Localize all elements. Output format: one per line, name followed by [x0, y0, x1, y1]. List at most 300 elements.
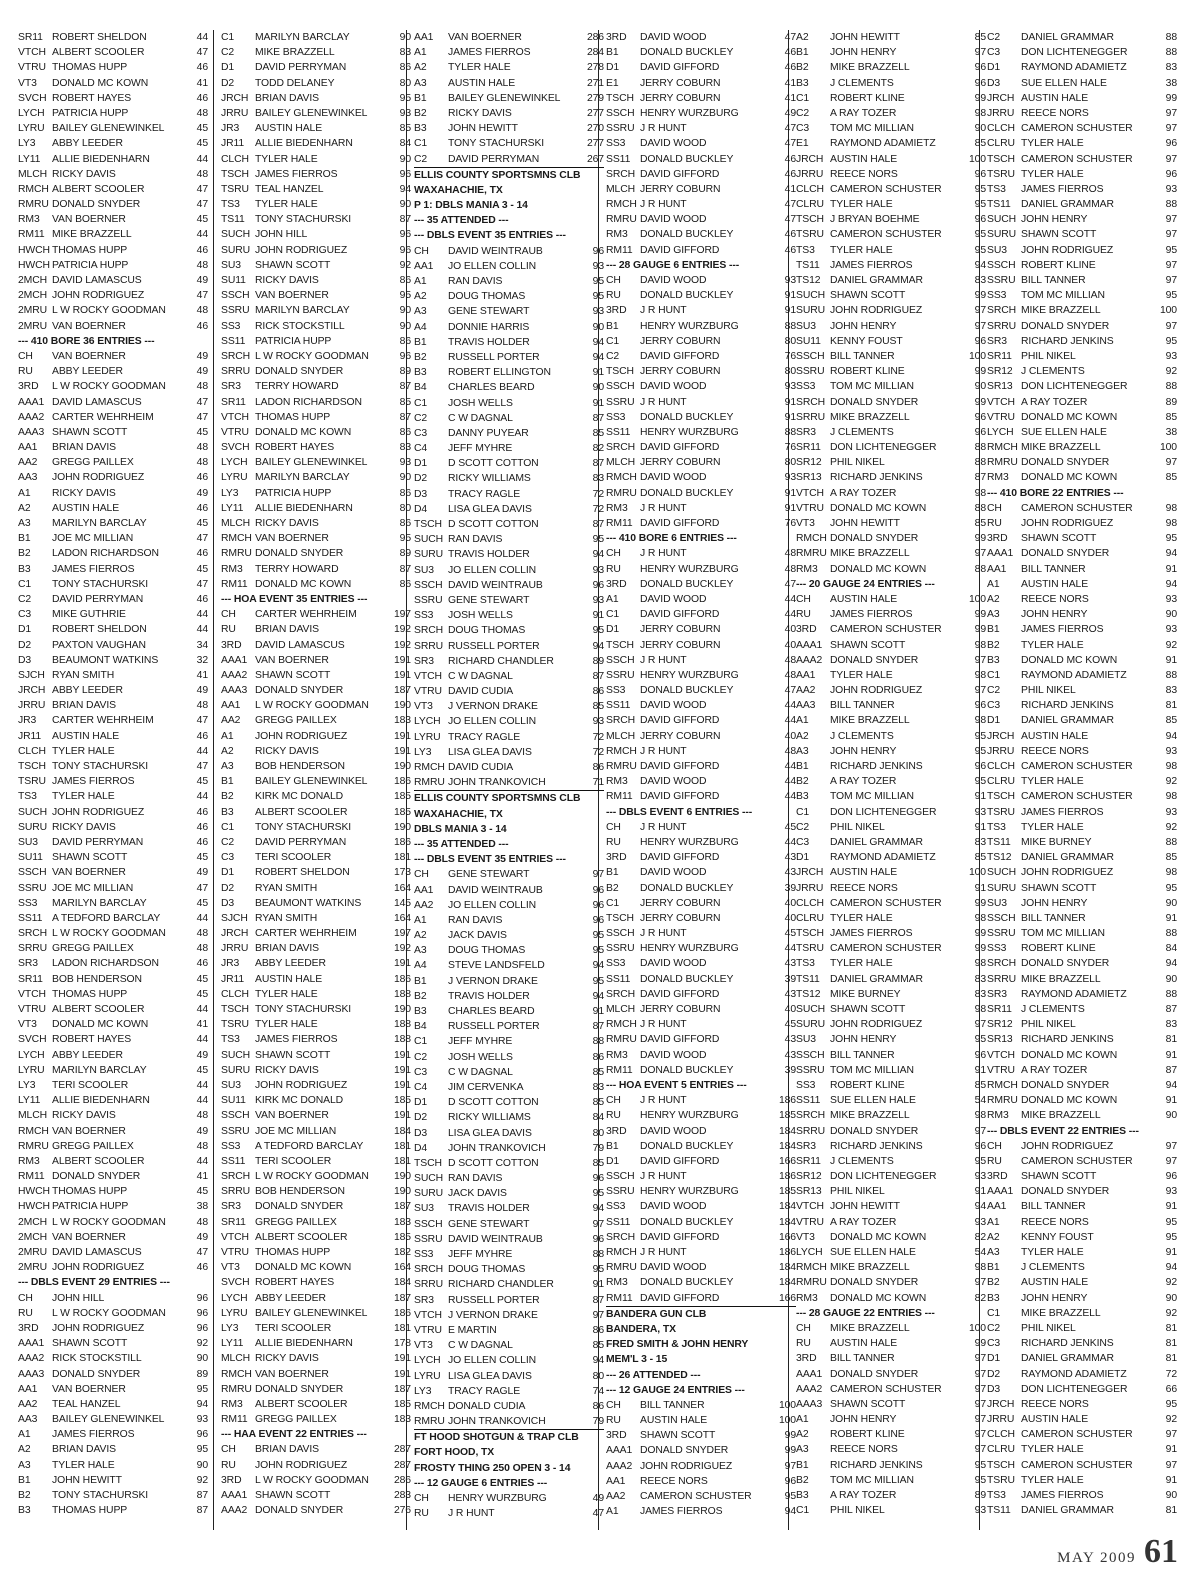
result-row	[796, 881, 986, 896]
score: 96	[974, 168, 986, 180]
class-code: RMRU	[796, 1277, 827, 1289]
shooter-name: J R HUNT	[640, 396, 687, 408]
shooter-name: THOMAS HUPP	[255, 1247, 331, 1258]
result-row	[987, 911, 1177, 926]
class-code: JR11	[221, 138, 245, 150]
shooter-name: AUSTIN HALE	[830, 867, 898, 879]
class-code: B1	[606, 47, 619, 59]
class-code: SS11	[606, 153, 631, 165]
class-code: SSCH	[414, 1218, 443, 1230]
score: 95	[592, 291, 604, 303]
score: 49	[196, 1049, 208, 1061]
score: 96	[1165, 1171, 1177, 1183]
result-row	[414, 1110, 604, 1125]
score: 88	[784, 426, 796, 438]
result-row	[796, 440, 986, 455]
result-row	[606, 881, 796, 896]
score: 85	[1165, 411, 1177, 423]
score: 46	[196, 730, 208, 742]
result-row	[606, 668, 796, 683]
result-row	[796, 683, 986, 698]
result-row	[987, 1503, 1177, 1518]
shooter-name: ABBY LEEDER	[52, 366, 123, 378]
shooter-name: REECE NORS	[830, 1444, 898, 1456]
shooter-name: ALBERT SCOOLER	[255, 1231, 348, 1243]
score: 92	[1165, 639, 1177, 651]
shooter-name: DONALD SNYDER	[1021, 1186, 1110, 1198]
result-row	[221, 881, 411, 896]
shooter-name: DAVID GIFFORD	[640, 244, 720, 256]
shooter-name: TYLER HALE	[52, 745, 115, 757]
shooter-name: DON LICHTENEGGER	[1021, 47, 1128, 59]
score: 95	[974, 1155, 986, 1167]
shooter-name: THOMAS HUPP	[52, 1186, 128, 1198]
shooter-name: DAVID WOOD	[640, 32, 707, 43]
shooter-name: E MARTIN	[448, 1324, 497, 1336]
class-code: SS3	[606, 138, 626, 150]
result-row	[18, 1154, 208, 1169]
score: 86	[592, 1324, 604, 1336]
class-code: A2	[987, 1231, 1000, 1243]
shooter-name: D SCOTT COTTON	[448, 1097, 539, 1109]
score: 88	[1165, 32, 1177, 43]
result-row	[221, 638, 411, 653]
shooter-name: DONALD SNYDER	[255, 1505, 344, 1517]
shooter-name: L W ROCKY GOODMAN	[52, 381, 166, 393]
result-row	[18, 668, 208, 683]
class-code: 2MRU	[18, 1247, 48, 1258]
score: 96	[974, 1140, 986, 1152]
shooter-name: JAMES FIERROS	[1021, 183, 1104, 195]
score: 89	[196, 1368, 208, 1380]
score: 191	[393, 1049, 411, 1061]
score: 96	[196, 1322, 208, 1334]
result-row	[606, 334, 796, 349]
shooter-name: DANNY PUYEAR	[448, 427, 529, 439]
result-row	[414, 684, 604, 699]
class-code: MLCH	[606, 730, 636, 742]
shooter-name: TRAVIS HOLDER	[448, 1203, 530, 1215]
event-header: --- DBLS EVENT 6 ENTRIES ---	[606, 806, 753, 818]
class-code: RMRU	[414, 777, 445, 789]
shooter-name: SHAWN SCOTT	[1021, 1171, 1097, 1183]
shooter-name: BILL TANNER	[1021, 275, 1086, 286]
result-row	[987, 1078, 1177, 1093]
result-row	[18, 577, 208, 592]
shooter-name: DANIEL GRAMMAR	[830, 973, 923, 985]
shooter-name: TYLER HALE	[830, 244, 893, 256]
class-code: SRCH	[606, 168, 636, 180]
result-row	[414, 1217, 604, 1232]
shooter-name: A TEDFORD BARCLAY	[255, 1140, 364, 1152]
shooter-name: DAVID WOOD	[640, 214, 707, 226]
score: 191	[393, 654, 411, 666]
result-row	[606, 303, 796, 318]
class-code: TSCH	[987, 791, 1015, 803]
result-row	[18, 1139, 208, 1154]
class-code: SU3	[796, 320, 816, 332]
shooter-name: DOUG THOMAS	[448, 1264, 526, 1276]
class-code: VTCH	[18, 988, 46, 1000]
score: 44	[196, 1079, 208, 1091]
result-row	[796, 1032, 986, 1047]
score: 88	[1165, 47, 1177, 59]
score: 85	[592, 701, 604, 713]
result-row	[221, 1199, 411, 1214]
shooter-name: DONALD SNYDER	[1021, 548, 1110, 560]
score: 184	[778, 1140, 796, 1152]
score: 100	[968, 153, 986, 165]
shooter-name: GREGG PAILLEX	[255, 1216, 337, 1228]
shooter-name: BRIAN DAVIS	[52, 1444, 116, 1456]
score: 91	[784, 396, 796, 408]
result-row	[18, 91, 208, 106]
shooter-name: SHAWN SCOTT	[1021, 229, 1097, 241]
shooter-name: J R HUNT	[640, 502, 687, 514]
shooter-name: DONALD SNYDER	[52, 1368, 141, 1380]
class-code: MLCH	[18, 168, 48, 180]
shooter-name: JOHN RODRIGUEZ	[1021, 867, 1114, 879]
result-row	[796, 607, 986, 622]
class-code: LY3	[414, 1385, 432, 1397]
result-row	[987, 638, 1177, 653]
shooter-name: ALBERT SCOOLER	[52, 1155, 145, 1167]
result-row	[796, 987, 986, 1002]
shooter-name: TRAVIS HOLDER	[448, 549, 530, 561]
shooter-name: DONALD BUCKLEY	[640, 685, 734, 697]
result-row	[987, 440, 1177, 455]
score: 91	[784, 290, 796, 302]
score: 87	[1165, 1004, 1177, 1015]
shooter-name: CAMERON SCHUSTER	[1021, 123, 1133, 135]
shooter-name: HENRY WURZBURG	[640, 563, 739, 575]
shooter-name: DANIEL GRAMMAR	[1021, 199, 1114, 211]
score: 99	[1165, 92, 1177, 104]
shooter-name: DONALD MC KOWN	[1021, 654, 1118, 666]
score: 44	[784, 593, 796, 605]
shooter-name: DONALD BUCKLEY	[640, 973, 734, 985]
shooter-name: DONALD SNYDER	[830, 533, 919, 545]
class-code: CLRU	[987, 1444, 1015, 1456]
score: 95	[399, 533, 411, 545]
result-row	[796, 410, 986, 425]
shooter-name: SHAWN SCOTT	[830, 639, 906, 651]
result-row	[221, 1275, 411, 1290]
result-row	[987, 1260, 1177, 1275]
class-code: D2	[987, 1368, 1001, 1380]
shooter-name: DONALD SNYDER	[830, 396, 919, 408]
score: 47	[784, 199, 796, 211]
class-code: JRCH	[18, 685, 46, 697]
shooter-name: DON LICHTENEGGER	[830, 806, 937, 818]
shooter-name: JOHN RODRIGUEZ	[52, 290, 145, 302]
result-row	[796, 698, 986, 713]
class-code: SS3	[606, 685, 626, 697]
class-code: 2MCH	[18, 275, 48, 286]
score: 87	[592, 519, 604, 530]
score: 97	[784, 1460, 796, 1472]
class-code: B2	[987, 639, 1000, 651]
result-row	[18, 713, 208, 728]
class-code: AAA1	[796, 639, 823, 651]
class-code: B2	[796, 776, 809, 788]
result-row	[987, 1215, 1177, 1230]
score: 91	[592, 367, 604, 379]
score: 93	[592, 306, 604, 318]
score: 87	[399, 563, 411, 575]
class-code: RMCH	[18, 183, 49, 195]
result-row	[987, 1063, 1177, 1078]
result-row	[414, 274, 604, 289]
shooter-name: ABBY LEEDER	[52, 138, 123, 150]
class-code: D1	[221, 62, 235, 74]
result-row	[18, 303, 208, 318]
shooter-name: JOHN RODRIGUEZ	[52, 806, 145, 818]
result-row	[414, 1506, 604, 1521]
score: 94	[196, 1398, 208, 1410]
class-code: SSRU	[987, 928, 1016, 940]
shooter-name: BILL TANNER	[1021, 563, 1086, 575]
score: 92	[1165, 1307, 1177, 1319]
class-code: D1	[796, 852, 810, 864]
class-code: SVCH	[18, 92, 47, 104]
result-row	[18, 258, 208, 273]
shooter-name: DAVID CUDIA	[448, 762, 514, 773]
shooter-name: MIKE BURNEY	[830, 988, 901, 1000]
shooter-name: JERRY COBURN	[640, 457, 721, 469]
shooter-name: HENRY WURZBURG	[640, 669, 739, 681]
shooter-name: RICKY DAVIS	[52, 821, 116, 833]
score: 99	[974, 366, 986, 378]
result-row	[18, 805, 208, 820]
result-row	[414, 547, 604, 562]
result-row	[18, 1442, 208, 1457]
shooter-name: SHAWN SCOTT	[255, 259, 331, 271]
class-code: CH	[414, 869, 429, 881]
score: 41	[784, 183, 796, 195]
shooter-name: REECE NORS	[1021, 1216, 1089, 1228]
result-row	[221, 1245, 411, 1260]
result-row	[987, 60, 1177, 75]
shooter-name: DAVID WOOD	[640, 1049, 707, 1061]
shooter-name: JOSH WELLS	[448, 397, 513, 409]
shooter-name: TYLER HALE	[255, 988, 318, 1000]
score: 95	[399, 290, 411, 302]
score: 91	[592, 1279, 604, 1291]
shooter-name: TOM MC MILLIAN	[830, 1474, 914, 1486]
shooter-name: DAVID GIFFORD	[640, 1292, 720, 1304]
result-row	[606, 470, 796, 485]
result-row	[987, 470, 1177, 485]
shooter-name: VAN BOERNER	[255, 290, 329, 302]
score: 74	[592, 1385, 604, 1397]
score: 84	[1165, 943, 1177, 955]
score: 94	[1165, 578, 1177, 590]
score: 178	[393, 1338, 411, 1350]
class-code: AAA3	[221, 685, 248, 697]
result-row	[221, 713, 411, 728]
shooter-name: GENE STEWART	[448, 869, 530, 881]
score: 184	[778, 1277, 796, 1289]
class-code: SR3	[796, 1140, 816, 1152]
result-row	[606, 896, 796, 911]
result-row	[987, 850, 1177, 865]
result-row	[18, 941, 208, 956]
class-code: 2MCH	[18, 290, 48, 302]
class-code: LYCH	[221, 457, 248, 469]
event-header: --- 410 BORE 36 ENTRIES ---	[18, 335, 155, 347]
result-row	[18, 1336, 208, 1351]
result-row	[987, 941, 1177, 956]
shooter-name: AUSTIN HALE	[640, 1415, 708, 1427]
shooter-name: CAMERON SCHUSTER	[1021, 1459, 1133, 1471]
shooter-name: BEAUMONT WATKINS	[255, 897, 362, 909]
result-row	[606, 546, 796, 561]
result-row	[221, 152, 411, 167]
shooter-name: JOHN HENRY	[1021, 1292, 1088, 1304]
shooter-name: L W ROCKY GOODMAN	[255, 350, 369, 362]
result-row	[796, 167, 986, 182]
score: 96	[399, 244, 411, 256]
shooter-name: CHARLES BEARD	[448, 1006, 535, 1017]
shooter-name: REECE NORS	[1021, 107, 1089, 119]
score: 96	[974, 700, 986, 712]
shooter-name: DAVID WOOD	[640, 472, 707, 484]
score: 45	[196, 852, 208, 864]
result-row	[18, 1367, 208, 1382]
shooter-name: JERRY COBURN	[640, 92, 721, 104]
shooter-name: DONALD SNYDER	[255, 548, 344, 560]
shooter-name: BAILEY GLENEWINKEL	[255, 107, 368, 119]
score: 46	[196, 593, 208, 605]
shooter-name: PHIL NIKEL	[830, 457, 885, 469]
shooter-name: JOHN HENRY	[830, 745, 897, 757]
class-code: RU	[796, 1338, 811, 1350]
shooter-name: CAMERON SCHUSTER	[1021, 791, 1133, 803]
class-code: D4	[414, 1142, 428, 1154]
result-row	[796, 258, 986, 273]
score: 90	[399, 32, 411, 43]
shooter-name: JACK DAVIS	[448, 1188, 507, 1200]
shooter-name: SHAWN SCOTT	[640, 1430, 716, 1442]
result-row	[414, 456, 604, 471]
shooter-name: DAVID GIFFORD	[640, 852, 720, 864]
score: 88	[974, 442, 986, 454]
result-row	[606, 455, 796, 470]
class-code: JR11	[18, 730, 42, 742]
class-code: C3	[796, 123, 810, 135]
score: 96	[196, 1429, 208, 1441]
class-code: AA3	[18, 1414, 38, 1426]
page-footer	[1057, 1533, 1178, 1571]
class-code: RU	[606, 563, 621, 575]
class-code: A1	[606, 593, 619, 605]
result-row	[18, 1215, 208, 1230]
score: 94	[974, 1201, 986, 1213]
result-row	[987, 197, 1177, 212]
result-row	[987, 1382, 1177, 1397]
score: 183	[393, 715, 411, 727]
class-code: LYCH	[18, 107, 45, 119]
score: 98	[974, 487, 986, 499]
score: 99	[974, 624, 986, 636]
class-code: AAA3	[18, 1368, 45, 1380]
score: 98	[974, 1004, 986, 1015]
score: 43	[784, 867, 796, 879]
result-row	[18, 850, 208, 865]
class-code: CH	[414, 1493, 429, 1504]
result-row	[18, 1017, 208, 1032]
score: 95	[196, 1444, 208, 1456]
shooter-name: A RAY TOZER	[830, 776, 897, 788]
class-code: SRRU	[796, 1125, 826, 1137]
shooter-name: JOHN RODRIGUEZ	[52, 1262, 145, 1274]
class-code: TS3	[796, 958, 815, 970]
shooter-name: TOM MC MILLIAN	[1021, 290, 1105, 302]
score: 95	[1165, 335, 1177, 347]
class-code: TS12	[796, 988, 821, 1000]
result-row	[606, 638, 796, 653]
class-code: C4	[414, 443, 428, 455]
result-row	[414, 106, 604, 121]
shooter-name: VAN BOERNER	[52, 350, 126, 362]
result-row	[987, 30, 1177, 45]
result-row	[414, 1384, 604, 1399]
class-code: CLCH	[987, 1429, 1015, 1441]
result-row	[606, 1291, 796, 1306]
result-row	[221, 850, 411, 865]
result-row	[606, 501, 796, 516]
result-row	[796, 1291, 986, 1306]
score: 98	[1165, 867, 1177, 879]
score: 81	[1165, 1353, 1177, 1365]
score: 186	[393, 973, 411, 985]
result-row	[987, 395, 1177, 410]
class-code: CLCH	[18, 745, 46, 757]
shooter-name: J R HUNT	[640, 928, 687, 940]
score: 98	[974, 715, 986, 727]
result-row	[606, 136, 796, 151]
score: 279	[586, 92, 604, 104]
score: 49	[196, 1231, 208, 1243]
shooter-name: DAVID WOOD	[640, 1262, 707, 1274]
score: 45	[196, 123, 208, 135]
class-code: VT3	[18, 1019, 37, 1031]
shooter-name: JOHN HENRY	[830, 47, 897, 59]
result-row	[987, 501, 1177, 516]
result-row	[796, 1503, 986, 1518]
result-row	[796, 911, 986, 926]
score: 46	[196, 472, 208, 484]
result-row	[606, 243, 796, 258]
shooter-name: PHIL NIKEL	[1021, 1019, 1076, 1031]
result-row	[796, 76, 986, 91]
class-code: SURU	[796, 305, 826, 317]
result-row	[221, 698, 411, 713]
class-code: AA2	[796, 685, 816, 697]
class-code: E1	[606, 77, 619, 89]
shooter-name: DONALD SNYDER	[52, 199, 141, 211]
score: 76	[784, 518, 796, 529]
shooter-name: LISA GLEA DAVIS	[448, 1370, 532, 1382]
result-row	[987, 182, 1177, 197]
class-code: RU	[221, 1459, 236, 1471]
result-row	[796, 1351, 986, 1366]
shooter-name: DONALD SNYDER	[830, 654, 919, 666]
score: 185	[393, 806, 411, 818]
score: 48	[784, 669, 796, 681]
score: 93	[974, 1171, 986, 1183]
